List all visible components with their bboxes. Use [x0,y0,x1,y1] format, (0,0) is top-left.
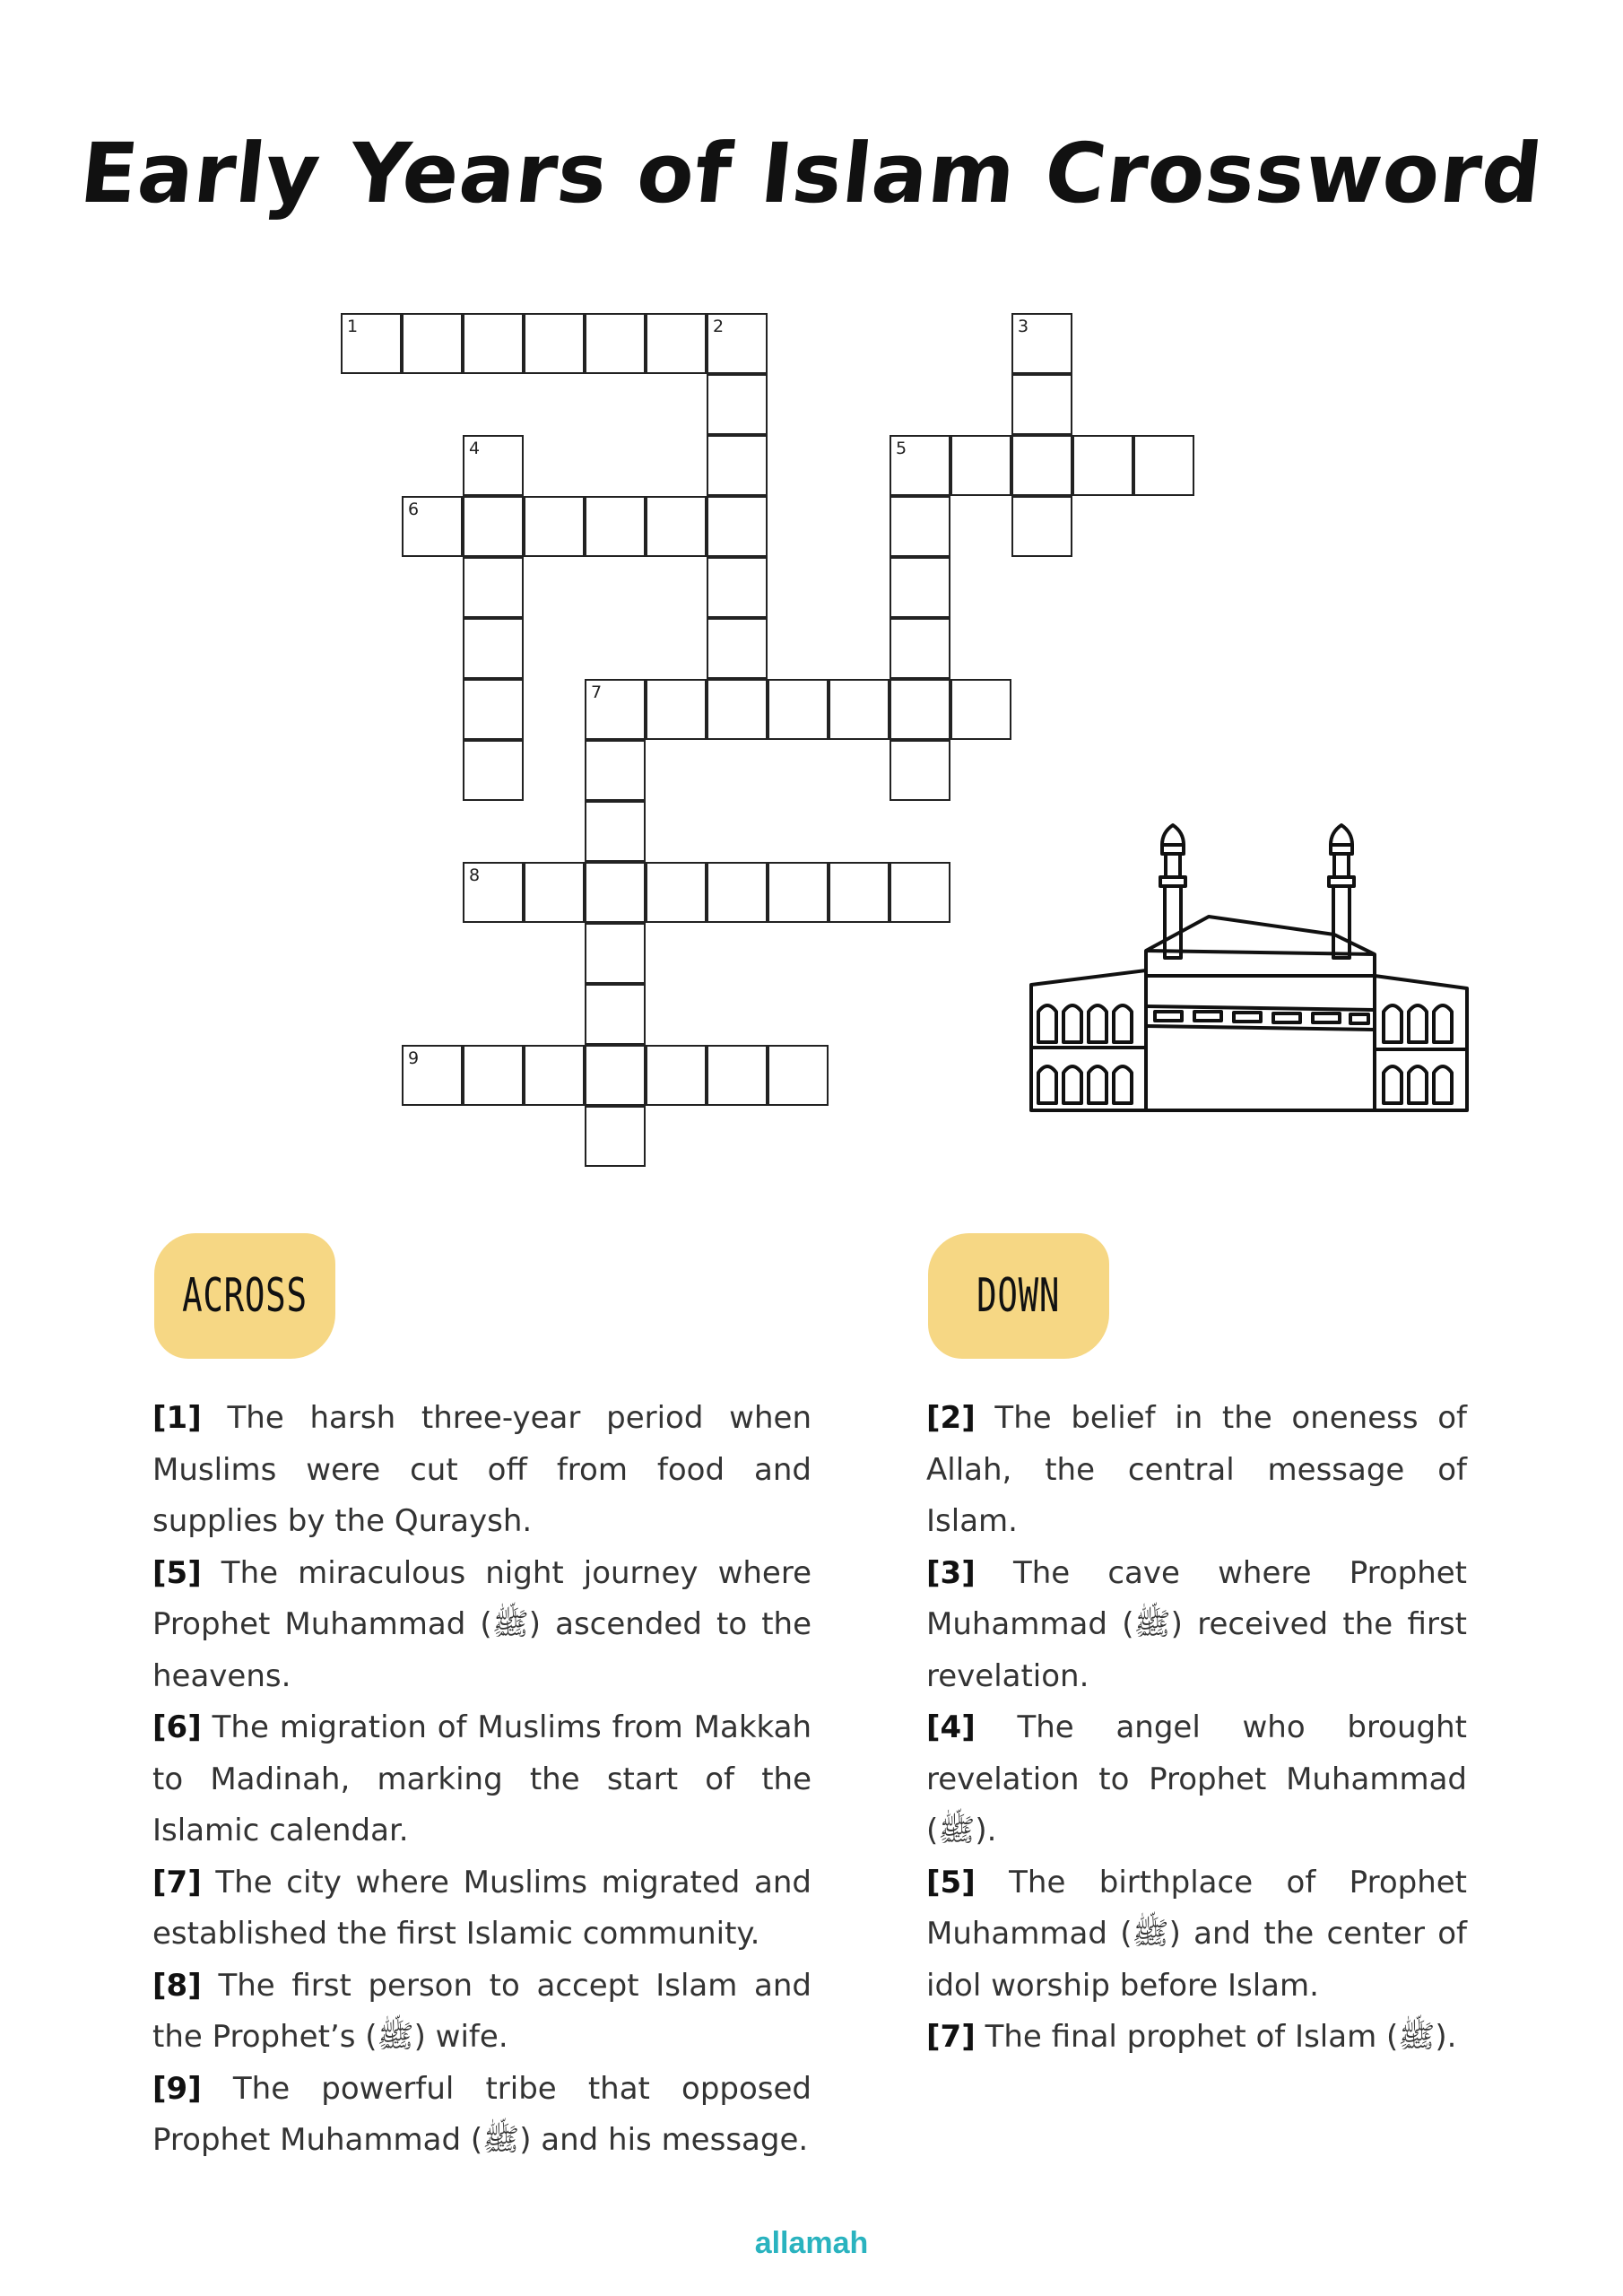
clue-down-2: [2] The belief in the oneness of Allah, the central message of Islam. [926,1400,1467,1539]
clue-number: 9 [408,1048,420,1068]
grid-cell[interactable] [768,679,829,740]
clue-across-9: [9] The powerful tribe that opposed Prophet Muhammad (ﷺ) and his message. [152,2070,812,2158]
clue-down-4: [4] The angel who brought revelation to Prophet Muhammad (ﷺ). [926,1709,1467,1848]
grid-cell[interactable] [707,435,768,496]
grid-cell[interactable] [524,1045,585,1106]
clue-number: 8 [469,865,481,885]
grid-cell[interactable] [707,679,768,740]
grid-cell[interactable] [585,740,646,801]
grid-cell[interactable] [1011,435,1072,496]
grid-cell[interactable] [463,1045,524,1106]
clue-number: 5 [896,439,907,458]
clue-across-5: [5] The miraculous night journey where Prophet Muhammad (ﷺ) ascended to the heavens. [152,1554,812,1694]
grid-cell[interactable] [585,801,646,862]
down-heading: DOWN [976,1269,1061,1323]
grid-cell[interactable] [890,496,950,557]
clue-across-6: [6] The migration of Muslims from Makkah to Madinah, marking the start of the Islamic calendar. [152,1709,812,1848]
grid-cell[interactable] [707,374,768,435]
down-clue-list [926,1393,1467,2064]
grid-cell[interactable] [890,618,950,679]
clue-number: 2 [713,317,725,336]
clue-number: 3 [1018,317,1029,336]
grid-cell[interactable] [463,435,524,496]
kaaba-icon [1029,818,1469,1114]
grid-cell[interactable] [585,1106,646,1167]
clue-down-5: [5] The birthplace of Prophet Muhammad (ﷺ) and the center of idol worship before Islam. [926,1864,1467,2004]
grid-cell[interactable] [890,435,950,496]
brand-logo-text: allamah [754,2226,869,2260]
clue-across-8: [8] The first person to accept Islam and the Prophet’s (ﷺ) wife. [152,1967,812,2055]
grid-cell[interactable] [768,1045,829,1106]
grid-cell[interactable] [890,557,950,618]
down-heading-badge [928,1233,1109,1359]
grid-cell[interactable] [585,496,646,557]
grid-cell[interactable] [402,313,463,374]
grid-cell[interactable] [585,984,646,1045]
grid-cell[interactable] [585,679,646,740]
grid-cell[interactable] [890,679,950,740]
grid-cell[interactable] [585,862,646,923]
grid-cell[interactable] [829,679,890,740]
grid-cell[interactable] [341,313,402,374]
grid-cell[interactable] [585,1045,646,1106]
grid-cell[interactable] [463,618,524,679]
grid-cell[interactable] [646,1045,707,1106]
clue-across-1: [1] The harsh three-year period when Muslims were cut off from food and supplies by the Quraysh. [152,1400,812,1539]
across-heading-badge [154,1233,335,1359]
grid-cell[interactable] [707,862,768,923]
page-title: Early Years of Islam Crossword [75,126,1548,222]
across-heading: ACROSS [182,1269,308,1323]
grid-cell[interactable] [402,1045,463,1106]
clue-down-3: [3] The cave where Prophet Muhammad (ﷺ) received the first revelation. [926,1554,1468,1694]
grid-cell[interactable] [707,618,768,679]
clue-number: 6 [408,500,420,519]
grid-cell[interactable] [402,496,463,557]
clue-across-7: [7] The city where Muslims migrated and established the first Islamic community. [152,1864,812,1952]
grid-cell[interactable] [1011,496,1072,557]
grid-cell[interactable] [585,313,646,374]
grid-cell[interactable] [1011,313,1072,374]
grid-cell[interactable] [585,923,646,984]
across-clue-list [152,1393,812,2167]
grid-cell[interactable] [707,313,768,374]
grid-cell[interactable] [524,313,585,374]
grid-cell[interactable] [463,496,524,557]
grid-cell[interactable] [463,557,524,618]
grid-cell[interactable] [524,496,585,557]
grid-cell[interactable] [950,679,1011,740]
grid-cell[interactable] [890,740,950,801]
grid-cell[interactable] [890,862,950,923]
grid-cell[interactable] [768,862,829,923]
clue-number: 1 [347,317,359,336]
clue-number: 4 [469,439,481,458]
grid-cell[interactable] [524,862,585,923]
grid-cell[interactable] [463,740,524,801]
grid-cell[interactable] [646,313,707,374]
grid-cell[interactable] [646,496,707,557]
grid-cell[interactable] [463,313,524,374]
grid-cell[interactable] [707,1045,768,1106]
grid-cell[interactable] [1072,435,1133,496]
grid-cell[interactable] [646,679,707,740]
clue-down-7: [7] The final prophet of Islam (ﷺ). [926,2019,1457,2055]
grid-cell[interactable] [646,862,707,923]
clue-number: 7 [591,683,603,702]
grid-cell[interactable] [463,862,524,923]
grid-cell[interactable] [1011,374,1072,435]
grid-cell[interactable] [707,496,768,557]
grid-cell[interactable] [829,862,890,923]
grid-cell[interactable] [707,557,768,618]
grid-cell[interactable] [1133,435,1194,496]
grid-cell[interactable] [950,435,1011,496]
grid-cell[interactable] [463,679,524,740]
